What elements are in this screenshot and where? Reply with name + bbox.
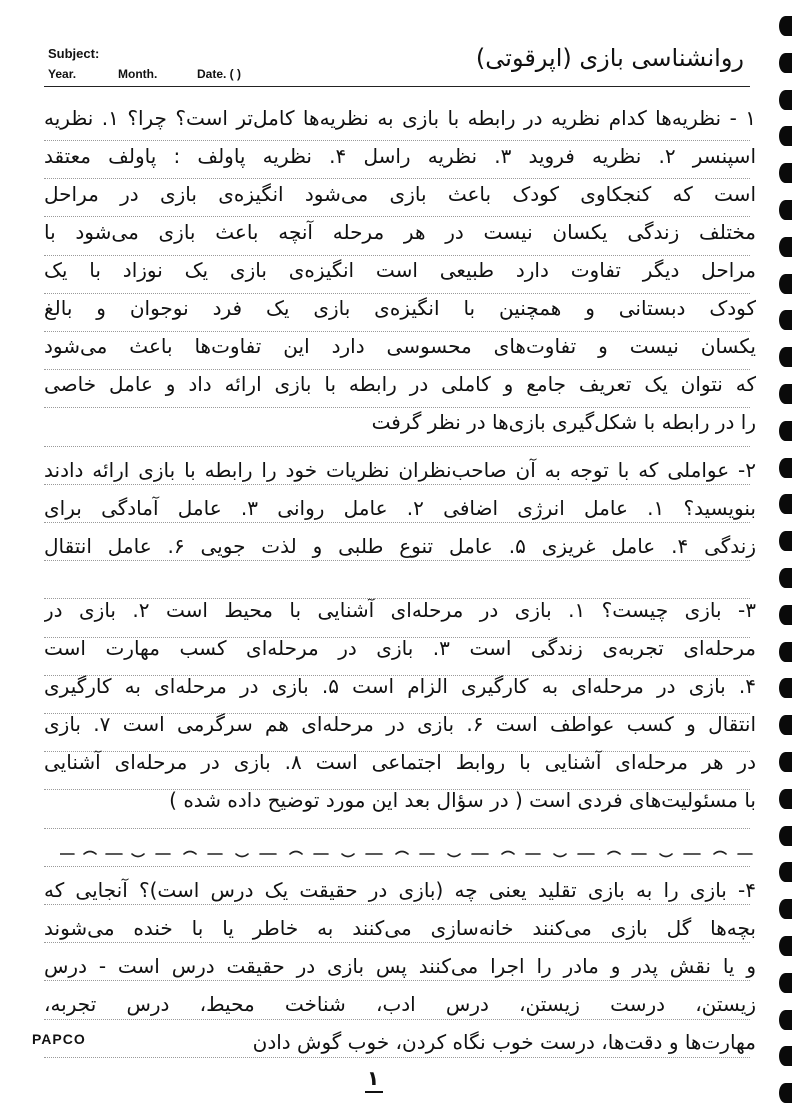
answer-section-3 <box>44 598 756 826</box>
binder-hole <box>779 568 792 588</box>
date-label: Date. ( ) <box>197 67 242 81</box>
text-line: که نتوان یک تعریف جامع و کاملی در رابطه با بازی ارائه داد و عامل خاصی <box>44 372 756 396</box>
binder-hole <box>779 458 792 478</box>
text-line: مختلف زندگی یکسان نیست در هر مرحله آنچه باعث بازی می‌شود با <box>44 220 756 244</box>
text-line: در هر مرحله‌ای آشنایی با روابط اجتماعی است ۸. بازی در مرحله‌ای آشنایی <box>44 750 756 774</box>
text-line: ۳- بازی چیست؟ ۱. بازی در مرحله‌ای آشنایی با محیط است ۲. بازی در <box>44 598 756 622</box>
binder-hole <box>779 421 792 441</box>
month-label: Month. <box>118 67 158 81</box>
binder-hole <box>779 973 792 993</box>
binder-hole <box>779 53 792 73</box>
binder-hole <box>779 531 792 551</box>
text-line: مرحله‌ای تجربه‌ی زندگی است ۳. بازی در مرحله‌ای کسب مهارت است <box>44 636 756 660</box>
binder-hole <box>779 494 792 514</box>
text-line: مهارت‌ها و دقت‌ها، درست خوب نگاه کردن، خوب گوش دادن <box>252 1030 756 1054</box>
wavy-divider <box>60 848 760 860</box>
binder-hole <box>779 789 792 809</box>
binder-hole <box>779 384 792 404</box>
text-line: ۲- عواملی که با توجه به آن صاحب‌نظران نظریات خود را رابطه با بازی ارائه دادند <box>44 458 756 482</box>
text-line: یکسان نیست و تفاوت‌های محسوسی دارد این تفاوت‌ها باعث می‌شود <box>44 334 756 358</box>
binder-hole <box>779 237 792 257</box>
binder-hole <box>779 274 792 294</box>
ruled-line <box>44 828 750 829</box>
text-line: زندگی ۴. عامل غریزی ۵. عامل تنوع طلبی و لذت جویی ۶. عامل انتقال <box>44 534 756 558</box>
text-line: با مسئولیت‌های فردی است ( در سؤال بعد این مورد توضیح داده شده ) <box>169 788 756 812</box>
binder-hole <box>779 936 792 956</box>
text-line: را در رابطه با شکل‌گیری بازی‌ها در نظر گرفت <box>371 410 756 434</box>
binder-hole <box>779 16 792 36</box>
ruled-line <box>44 866 750 867</box>
brand-logo: PAPCO <box>32 1031 86 1047</box>
binder-hole <box>779 1046 792 1066</box>
binder-hole <box>779 347 792 367</box>
text-line: انتقال و کسب عواطف است ۶. بازی در مرحله‌ای هم سرگرمی است ۷. بازی <box>44 712 756 736</box>
text-line: ۴- بازی را به بازی تقلید یعنی چه (بازی در حقیقت یک درس است)؟ آنجایی که <box>44 878 756 902</box>
binder-hole <box>779 678 792 698</box>
text-line: است که کنجکاوی کودک باعث بازی می‌شود انگیزه‌ی بازی در مراحل <box>44 182 756 206</box>
text-line: ۱ - نظریه‌ها کدام نظریه در رابطه با بازی به نظریه‌ها کامل‌تر است؟ چرا؟ ۱. نظریه <box>44 106 756 130</box>
text-line: مراحل دیگر تفاوت دارد طبیعی است انگیزه‌ی بازی یک نوزاد با یک <box>44 258 756 282</box>
binder-hole <box>779 605 792 625</box>
text-line: اسپنسر ۲. نظریه فروید ۳. نظریه راسل ۴. نظریه پاولف : پاولف معتقد <box>44 144 756 168</box>
answer-section-2 <box>44 458 756 572</box>
text-line: و یا نقش پدر و مادر را اجرا می‌کنند پس بازی در حقیقت درس است - درس <box>44 954 756 978</box>
answer-section-4 <box>44 878 756 1068</box>
text-line: بچه‌ها گل بازی می‌کنند خانه‌سازی می‌کنند به خاطر یا با خنده می‌شوند <box>44 916 756 940</box>
binder-hole <box>779 862 792 882</box>
binder-hole <box>779 642 792 662</box>
binder-hole <box>779 200 792 220</box>
year-label: Year. <box>48 67 77 81</box>
text-line: کودک دبستانی و همچنین با انگیزه‌ی بازی یک فرد نوجوان و بالغ <box>44 296 756 320</box>
text-line: زیستن، درست زیستن، درس ادب، شناخت محیط، درس تجربه، <box>44 992 756 1016</box>
binder-holes <box>774 0 794 1103</box>
text-line: بنویسید؟ ۱. عامل انرژی اضافی ۲. عامل روانی ۳. عامل آمادگی برای <box>44 496 756 520</box>
binder-hole <box>779 90 792 110</box>
binder-hole <box>779 752 792 772</box>
page-number-underline <box>365 1091 383 1093</box>
page-number: ۱ <box>367 1066 380 1090</box>
header-rule <box>44 86 750 87</box>
subject-label: Subject: <box>48 46 100 61</box>
binder-hole <box>779 1010 792 1030</box>
binder-hole <box>779 126 792 146</box>
answer-section-1 <box>44 106 756 448</box>
binder-hole <box>779 826 792 846</box>
binder-hole <box>779 310 792 330</box>
text-line: ۴. بازی در مرحله‌ای به کارگیری الزام است ۵. بازی در مرحله‌ای به کارگیری <box>44 674 756 698</box>
binder-hole <box>779 163 792 183</box>
binder-hole <box>779 715 792 735</box>
page-title: روانشناسی بازی (اپرقوتی) <box>475 44 744 72</box>
binder-hole <box>779 899 792 919</box>
binder-hole <box>779 1083 792 1103</box>
